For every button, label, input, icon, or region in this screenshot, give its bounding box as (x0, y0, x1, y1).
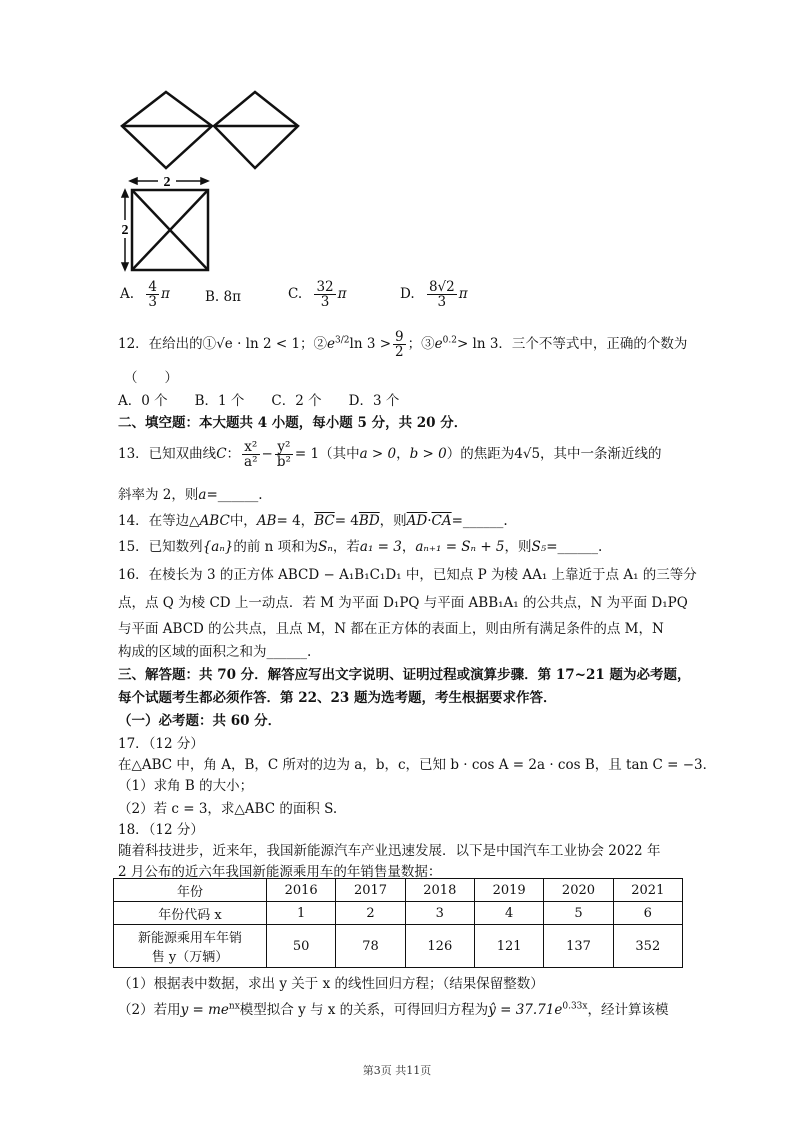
q15-line: 15．已知数列{aₙ}的前 n 项和为Sₙ，若a₁ = 3，aₙ₊₁ = Sₙ + 5，则S₅=______. (118, 539, 603, 555)
table-cell: 50 (267, 925, 336, 968)
q16-line2: 点，点 Q 为棱 CD 上一动点．若 M 为平面 D₁PQ 与平面 ABB₁A₁ 的公共点，N 为平面 D₁PQ (118, 595, 688, 611)
q18-part2: （2）若用$y = me^{nx}$模型拟合 y 与 x 的关系，可得回归方程为ŷ = $37.71e^{0.33x}$，经计算该模 (118, 1001, 669, 1018)
table-cell: 2020 (544, 879, 613, 902)
side-view-diamond (214, 92, 298, 168)
table-cell: 121 (474, 925, 543, 968)
table-cell: 2021 (613, 879, 682, 902)
q16-line3: 与平面 ABCD 的公共点，且点 M，N 都在正方体的表面上，则由所有满足条件的点 M，N (118, 621, 664, 637)
q13-line2: 斜率为 2，则a=______. (118, 487, 263, 503)
table-cell: 2016 (267, 879, 336, 902)
q17-line1: 在△ABC 中，角 A，B，C 所对的边为 a，b，c，已知 b · cos A = 2a · cos B，且 tan C = −3． (118, 757, 717, 773)
section-3-subtitle: （一）必考题：共 60 分． (118, 713, 282, 729)
q12-paren: （ ） (124, 370, 178, 386)
width-label: 2 (163, 175, 171, 190)
height-label: 2 (121, 223, 129, 238)
q18-head: 18．（12 分） (118, 822, 204, 838)
option-a: A. $\frac{4}{3}$ π (120, 279, 170, 311)
q18-line2: 2 月公布的近六年我国新能源乘用车的年销售量数据： (118, 864, 442, 880)
q17-head: 17．（12 分） (118, 736, 204, 752)
sales-table (113, 878, 683, 968)
option-b: B. 8π (205, 289, 241, 305)
table-cell: 新能源乘用车年销 售 y（万辆） (114, 925, 267, 968)
three-view-figure (110, 88, 310, 278)
table-cell: 126 (405, 925, 474, 968)
page-footer: 第3页 共11页 (362, 1064, 432, 1077)
table-cell: 2 (336, 902, 405, 925)
option-c: C. $\frac{32}{3}$ π (288, 279, 347, 311)
table-row (114, 879, 683, 902)
table-cell: 1 (267, 902, 336, 925)
option-d: D. $\frac{8√2}{3}$ π (400, 279, 468, 311)
q13-line1: 13．已知双曲线C： $\frac{\text{x²}}{\text{a²}}$ − $\frac{\text{y²}}{\text{b²}}$ = 1（其中a > 0，b > 0）的焦距为4√5，其中一条渐近线的 (118, 439, 662, 471)
table-row (114, 925, 683, 968)
table-cell: 5 (544, 902, 613, 925)
q16-line1: 16．在棱长为 3 的正方体 ABCD − A₁B₁C₁D₁ 中，已知点 P 为棱 AA₁ 上靠近于点 A₁ 的三等分 (118, 567, 697, 583)
table-cell: 4 (474, 902, 543, 925)
q17-part1: （1）求角 B 的大小； (118, 778, 254, 794)
table-cell: 2018 (405, 879, 474, 902)
table-cell: 137 (544, 925, 613, 968)
table-cell: 2017 (336, 879, 405, 902)
table-cell: 年份代码 x (114, 902, 267, 925)
q14-line: 14．在等边△ABC中，AB= 4，$\overline{BC}= 4\overline{BD}$，则$\overline{AD}\cdot\overline{CA}=\_\_\_\_\_\_$. (118, 513, 508, 529)
table-cell: 352 (613, 925, 682, 968)
section-2-title: 二、填空题：本大题共 4 小题，每小题 5 分，共 20 分． (118, 415, 468, 431)
table-cell: 2019 (474, 879, 543, 902)
q16-line4: 构成的区域的面积之和为______. (118, 644, 312, 660)
q17-part2: （2）若 c = 3，求△ABC 的面积 S. (118, 801, 338, 817)
section-3-title-line1: 三、解答题：共 70 分．解答应写出文字说明、证明过程或演算步骤．第 17~21 题为必考题， (118, 667, 691, 683)
q18-part1: （1）根据表中数据，求出 y 关于 x 的线性回归方程；（结果保留整数） (118, 976, 544, 992)
table-cell: 年份 (114, 879, 267, 902)
q12-line1: 12．在给出的①√e · ln 2 < 1；$②e^{3/2}\ln$ 3 > $\frac{9}{2}$ ；$③e^{0.2}> \ln 3$．三个不等式中，正确的个数为 (118, 329, 688, 361)
table-cell: 78 (336, 925, 405, 968)
table-row (114, 902, 683, 925)
front-view-diamond (122, 92, 212, 168)
q12-options: A．0 个 B．1 个 C．2 个 D．3 个 (118, 393, 400, 409)
q18-line1: 随着科技进步，近来年，我国新能源汽车产业迅速发展．以下是中国汽车工业协会 2022 年 (118, 843, 661, 859)
table-cell: 6 (613, 902, 682, 925)
table-cell: 3 (405, 902, 474, 925)
section-3-title-line2: 每个试题考生都必须作答．第 22、23 题为选考题，考生根据要求作答． (118, 690, 557, 706)
top-view-square (132, 190, 208, 270)
